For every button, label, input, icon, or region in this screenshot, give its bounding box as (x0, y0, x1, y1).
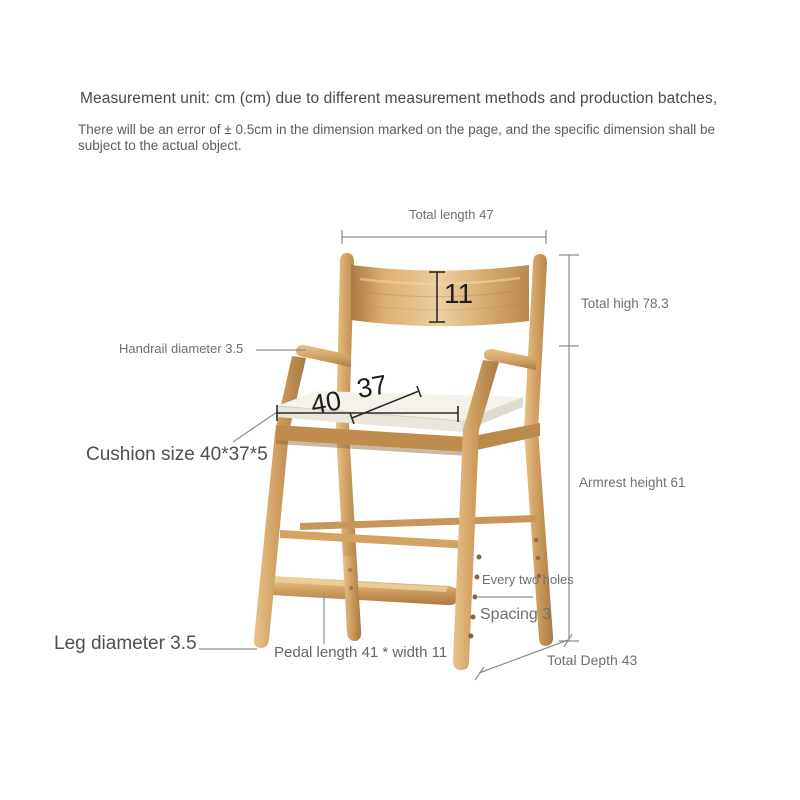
label-handrail-diameter: Handrail diameter 3.5 (119, 341, 244, 356)
label-cushion-size: Cushion size 40*37*5 (86, 444, 268, 465)
label-leg-diameter: Leg diameter 3.5 (54, 633, 197, 654)
label-hole-spacing: Spacing 3 (480, 606, 552, 623)
chair-backrest-board (351, 265, 529, 326)
label-cushion-depth-value: 37 (354, 369, 390, 405)
label-total-length: Total length 47 (409, 207, 494, 222)
leader-cushion-size (233, 412, 277, 442)
chair-stretcher-rails (280, 515, 537, 549)
label-pedal-size: Pedal length 41 * width 11 (274, 644, 448, 661)
dim-total-length-line (342, 230, 546, 244)
label-cushion-length-value: 40 (308, 385, 344, 421)
chair-footrest-pedal (261, 576, 459, 605)
measurement-note-body: There will be an error of ± 0.5cm in the dimension marked on the page, and the specific dimension shall be subject to the actual object. (78, 122, 716, 154)
label-every-two-holes: Every two holes (482, 572, 574, 587)
chair-back-left-leg-front-segment (343, 556, 361, 641)
label-total-high: Total high 78.3 (581, 296, 669, 311)
label-total-depth: Total Depth 43 (547, 652, 638, 668)
label-armrest-height: Armrest height 61 (579, 475, 686, 490)
chair-seat-frame (276, 423, 540, 456)
measurement-note-title: Measurement unit: cm (cm) due to different measurement methods and production batches, (80, 90, 718, 107)
label-backrest-width-value: 11 (444, 278, 474, 309)
